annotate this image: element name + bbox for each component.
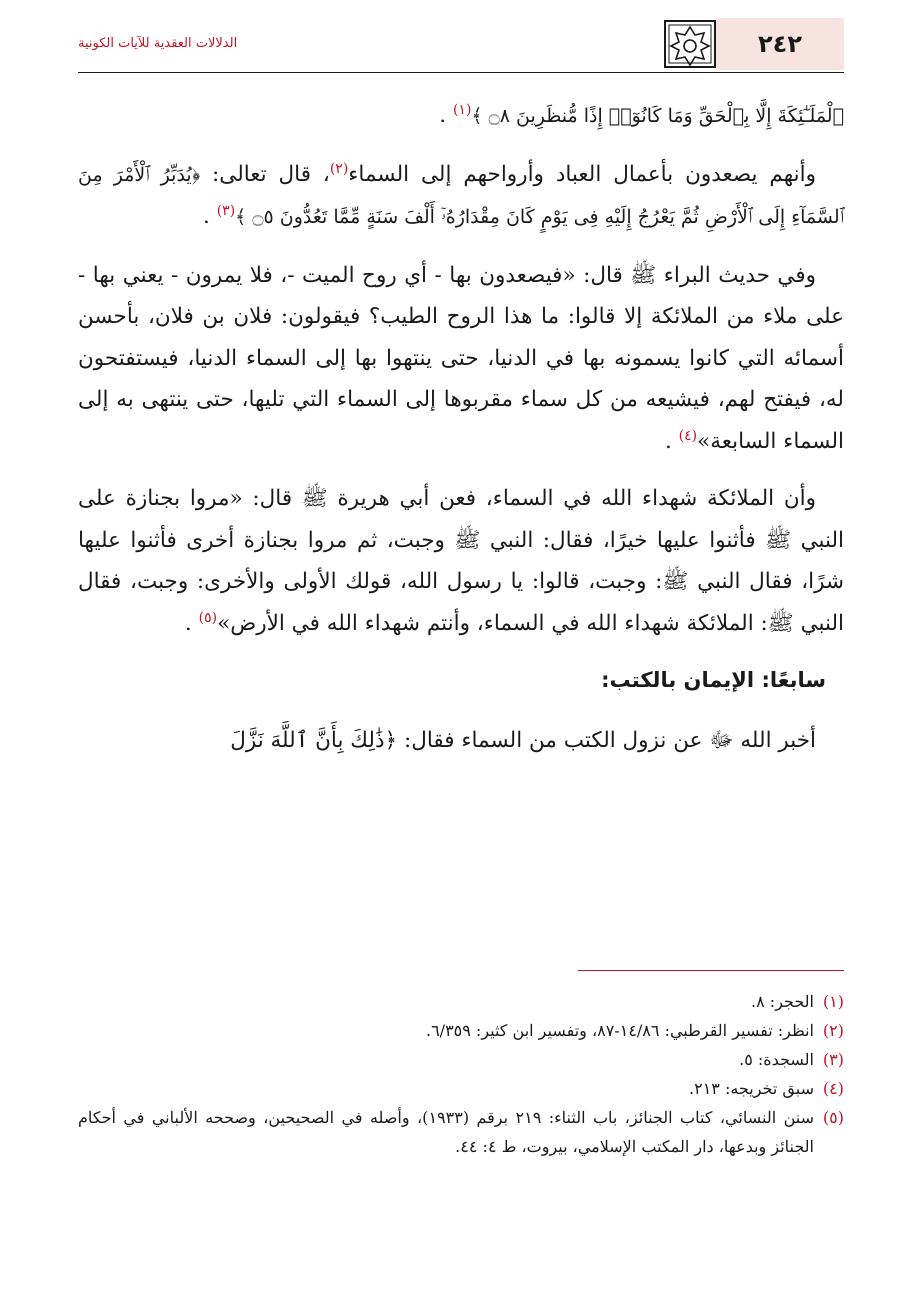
footnote-ref-2[interactable]: (٢) (329, 160, 349, 177)
paragraph-text: ، قال تعالى: (200, 161, 330, 187)
paragraph-5 (78, 720, 844, 762)
page-number: ٢٤٢ (716, 18, 844, 70)
period: . (184, 610, 199, 636)
footnote-ref-4[interactable]: (٤) (678, 427, 698, 444)
paragraph-text: وأن الملائكة شهداء الله في السماء، فعن أبي هريرة ﷺ قال: «مروا بجنازة على النبي ﷺ فأثنوا عليها خيرًا، فقال: النبي ﷺ وجبت، ثم مروا بجنازة أخرى فأثنوا عليها شرًا، فقال النبي ﷺ: وجبت، قالوا: يا رسول الله، قولك الأولى والأخرى: وجبت، فقال النبي ﷺ: الملائكة شهداء الله في السماء، وأنتم شهداء الله في الأرض» (78, 486, 844, 636)
footnote-text: سبق تخريجه: ٢١٣. (689, 1079, 814, 1098)
footnote-text: السجدة: ٥. (739, 1050, 814, 1069)
footnote-number: (٢) (822, 1021, 844, 1040)
paragraph-3 (78, 255, 844, 463)
verse-line (78, 95, 844, 138)
footnote-number: (٤) (822, 1079, 844, 1098)
footnote-number: (٣) (822, 1050, 844, 1069)
footnote-item (78, 1074, 844, 1103)
footnote-number: (١) (822, 992, 844, 1011)
paragraph-4 (78, 478, 844, 644)
period: . (203, 204, 217, 229)
period: . (664, 428, 679, 454)
footnote-divider (578, 970, 844, 971)
paragraph-2 (78, 154, 844, 239)
footnote-item (78, 1016, 844, 1045)
footnote-text: الحجر: ٨. (751, 992, 814, 1011)
footnote-ref-5[interactable]: (٥) (198, 609, 218, 626)
section-heading: سابعًا: الإيمان بالكتب: (601, 668, 826, 692)
footnote-ref-1[interactable]: (١) (452, 101, 472, 118)
quran-verse: ٱلْمَلَـٰٓئِكَةَ إِلَّا بِٱلْحَقِّ وَمَا كَانُوٓا۟ إِذًا مُّنظَرِينَ ۝٨ ﴾ (471, 105, 844, 127)
paragraph-text: وأنهم يصعدون بأعمال العباد وأرواحهم إلى السماء (348, 161, 816, 187)
running-title: الدلالات العقدية للآيات الكونية (78, 36, 238, 51)
period: . (439, 103, 453, 128)
page-header (78, 18, 844, 74)
header-divider (78, 72, 844, 73)
footnote-item (78, 1103, 844, 1161)
footnote-item (78, 987, 844, 1016)
footnote-number: (٥) (822, 1108, 844, 1127)
paragraph-text: وفي حديث البراء ﷺ قال: «فيصعدون بها - أي روح الميت -، فلا يمرون - يعني بها - على ملاء من الملائكة إلا قالوا: ما هذا الروح الطيب؟ فيقولون: فلان بن فلان، بأحسن أسمائه التي كانوا يسمونه بها في الدنيا، حتى ينتهوا بها إلى السماء الدنيا، فيستفتحون له، فيفتح لهم، فيشيعه من كل سماء مقربوها إلى السماء التي تليها، حتى ينتهى به إلى السماء السابعة» (78, 262, 844, 454)
footnote-ref-3[interactable]: (٣) (216, 202, 236, 219)
main-text (78, 95, 844, 777)
ornament-icon (664, 20, 716, 68)
footnotes (78, 987, 844, 1161)
footnote-item (78, 1045, 844, 1074)
footnote-text: سنن النسائي، كتاب الجنائز، باب الثناء: ٢١٩ برقم (١٩٣٣)، وأصله في الصحيحين، وصححه الألباني في أحكام الجنائز وبدعها، دار المكتب الإسلامي، بيروت، ط ٤: ٤٤. (78, 1108, 814, 1156)
footnote-text: انظر: تفسير القرطبي: ١٤/٨٦-٨٧، وتفسير ابن كثير: ٦/٣٥٩. (425, 1021, 814, 1040)
quran-verse: ﴿يُدَبِّرُ ٱلْأَمْرَ مِنَ ٱلسَّمَآءِ إِلَى ٱلْأَرْضِ ثُمَّ يَعْرُجُ إِلَيْهِ فِى يَوْمٍ كَانَ مِقْدَارُهُۥٓ أَلْفَ سَنَةٍ مِّمَّا تَعُدُّونَ ۝٥ ﴾ (78, 163, 844, 228)
paragraph-text: أخبر الله ﷻ عن نزول الكتب من السماء فقال: ﴿ذَٰلِكَ بِأَنَّ ٱللَّهَ نَزَّلَ (230, 727, 816, 753)
